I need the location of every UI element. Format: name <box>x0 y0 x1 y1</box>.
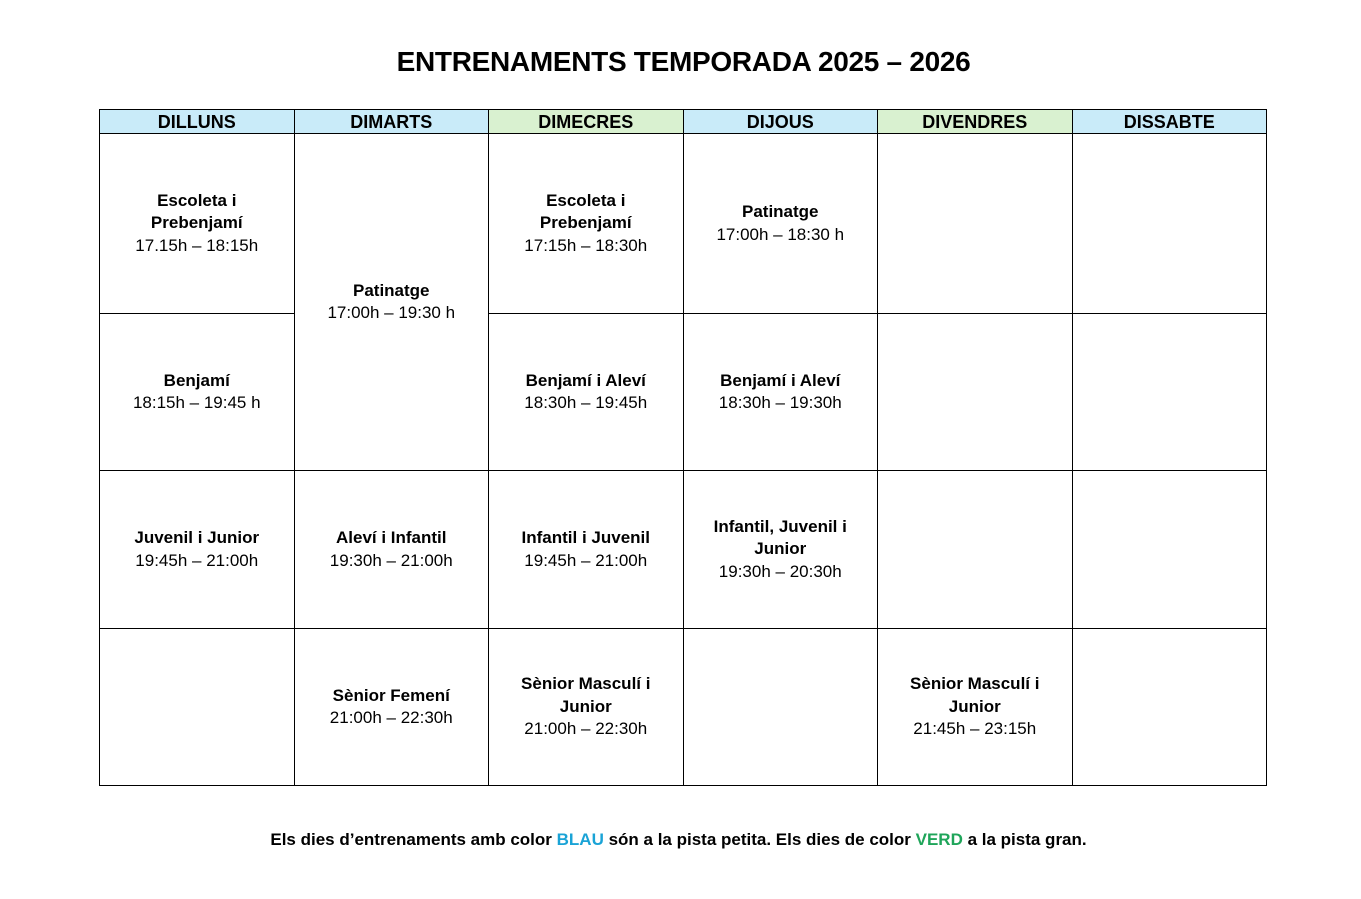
note-green-word: VERD <box>915 830 963 849</box>
session-name: Infantil, Juvenil i <box>713 516 847 536</box>
header-dijous: DIJOUS <box>683 110 878 134</box>
cell-dissabte-4 <box>1072 629 1267 786</box>
session-time: 17.15h – 18:15h <box>135 235 259 255</box>
color-legend-note <box>0 830 1357 850</box>
table-header-row <box>100 110 1267 134</box>
session-time: 18:15h – 19:45 h <box>132 393 261 412</box>
cell-dijous-4 <box>683 629 878 786</box>
header-dimarts: DIMARTS <box>294 110 489 134</box>
cell-dijous-2 <box>683 314 878 471</box>
session-name: Junior <box>948 696 1001 716</box>
table-row <box>100 471 1267 629</box>
cell-dilluns-4 <box>100 629 295 786</box>
session-name: Escoleta i <box>546 190 626 210</box>
cell-dijous-3 <box>683 471 878 629</box>
session-time: 19:45h – 21:00h <box>135 550 259 570</box>
note-text: a la pista gran. <box>962 830 1087 849</box>
cell-dimarts-3 <box>294 471 489 629</box>
cell-dimecres-4 <box>489 629 684 786</box>
cell-dijous-1 <box>683 134 878 314</box>
session-name: Benjamí i Aleví <box>525 370 646 390</box>
cell-dissabte-3 <box>1072 471 1267 629</box>
cell-dimarts-4 <box>294 629 489 786</box>
session-name: Infantil i Juvenil <box>521 528 650 547</box>
session-time: 18:30h – 19:30h <box>718 393 842 412</box>
note-text: Els dies d’entrenaments amb color <box>270 830 557 849</box>
header-dilluns: DILLUNS <box>100 110 295 134</box>
session-time: 19:30h – 21:00h <box>329 550 453 570</box>
session-name: Aleví i Infantil <box>335 528 447 547</box>
cell-dissabte-2 <box>1072 314 1267 471</box>
cell-dimecres-3 <box>489 471 684 629</box>
session-name: Benjamí i Aleví <box>720 370 841 390</box>
header-dissabte: DISSABTE <box>1072 110 1267 134</box>
training-schedule-table <box>99 109 1267 786</box>
session-time: 21:00h – 22:30h <box>329 708 453 727</box>
session-name: Prebenjamí <box>539 213 632 233</box>
session-time: 19:45h – 21:00h <box>524 550 648 570</box>
cell-divendres-2 <box>878 314 1073 471</box>
cell-dimecres-1 <box>489 134 684 314</box>
session-name: Sènior Femení <box>332 685 450 705</box>
note-text: són a la pista petita. Els dies de color <box>603 830 916 849</box>
page-title: ENTRENAMENTS TEMPORADA 2025 – 2026 <box>396 46 971 77</box>
cell-dimecres-2 <box>489 314 684 471</box>
session-time: 21:45h – 23:15h <box>913 719 1037 739</box>
cell-dimarts-1 <box>294 134 489 471</box>
session-name: Junior <box>559 696 612 716</box>
cell-divendres-3 <box>878 471 1073 629</box>
header-dimecres: DIMECRES <box>489 110 684 134</box>
session-name: Escoleta i <box>157 190 237 210</box>
session-name: Juvenil i Junior <box>134 528 260 547</box>
cell-divendres-1 <box>878 134 1073 314</box>
note-blue-word: BLAU <box>556 830 604 849</box>
table-row <box>100 314 1267 471</box>
cell-dilluns-2 <box>100 314 295 471</box>
session-name: Prebenjamí <box>150 213 243 233</box>
table-row <box>100 134 1267 314</box>
session-time: 18:30h – 19:45h <box>524 393 648 412</box>
session-time: 17:15h – 18:30h <box>524 235 648 255</box>
session-time: 17:00h – 19:30 h <box>327 303 456 322</box>
cell-divendres-4 <box>878 629 1073 786</box>
table-row <box>100 629 1267 786</box>
session-name: Junior <box>754 539 807 559</box>
session-time: 19:30h – 20:30h <box>718 561 842 581</box>
header-divendres: DIVENDRES <box>878 110 1073 134</box>
cell-dilluns-3 <box>100 471 295 629</box>
session-time: 21:00h – 22:30h <box>524 719 648 739</box>
session-name: Sènior Masculí i <box>910 674 1040 694</box>
session-name: Patinatge <box>352 280 430 300</box>
session-time: 17:00h – 18:30 h <box>716 224 845 244</box>
session-name: Benjamí <box>163 370 230 390</box>
session-name: Sènior Masculí i <box>521 674 651 694</box>
cell-dilluns-1 <box>100 134 295 314</box>
cell-dissabte-1 <box>1072 134 1267 314</box>
session-name: Patinatge <box>741 202 819 221</box>
